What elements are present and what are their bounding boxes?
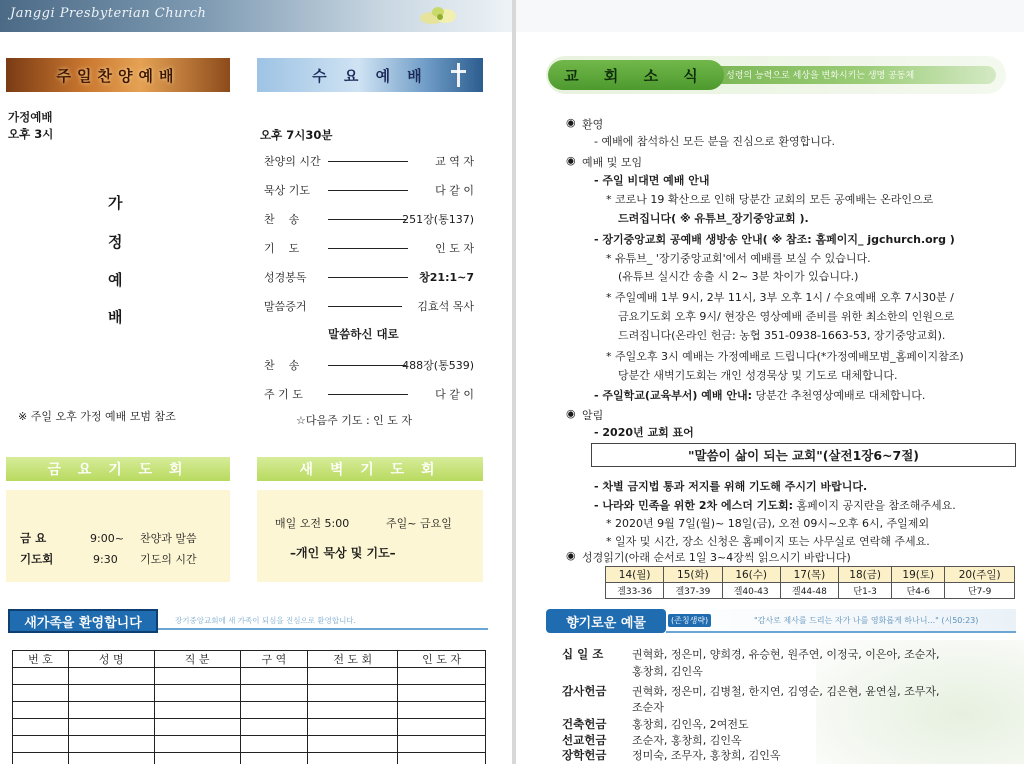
notice-line — [594, 497, 956, 513]
dawn-desc: –개인 묵상 및 기도– — [290, 546, 396, 560]
offering-names: 홍창희, 김인옥 — [632, 665, 703, 678]
order-dash — [328, 161, 408, 162]
offering-verse: "감사로 제사를 드리는 자가 나를 영화롭게 하나니..." (시50:23) — [754, 616, 979, 625]
bible-day: 15(화) — [664, 567, 722, 583]
church-news-banner — [548, 60, 724, 90]
offering-names: 권혁화, 정은미, 김병철, 한지연, 김영순, 김은현, 윤연실, 조무자, — [632, 685, 940, 698]
table-row — [13, 736, 486, 753]
friday-time1: 9:00~ — [90, 532, 124, 545]
order-label: 성경봉독 — [264, 271, 307, 284]
welcome-head: 환영 — [582, 118, 604, 131]
worship-sub3-bold: - 주일학교(교육부서) 예배 안내: — [594, 389, 753, 402]
order-dash — [328, 365, 406, 366]
welcome-text: - 예배에 참석하신 모든 분을 진심으로 환영합니다. — [594, 135, 835, 148]
order-value: 김효석 목사 — [417, 300, 474, 313]
motto-head: - 2020년 교회 표어 — [594, 426, 694, 439]
table-header: 번 호 — [13, 651, 69, 668]
offering-label: 선교헌금 — [562, 733, 607, 747]
worship-line: 드려집니다(온라인 헌금: 농협 351-0938-1663-53, 장기중앙교회). — [618, 329, 946, 342]
order-label: 찬 송 — [264, 359, 300, 372]
table-row — [13, 753, 486, 764]
table-row — [13, 668, 486, 685]
motto-text: "말씀이 삶이 되는 교회"(살전1장6~7절) — [687, 448, 920, 463]
worship-line: 금요기도회 오후 9시/ 현장은 영상예배 준비를 위한 최소한의 인원으로 — [618, 310, 955, 323]
offering-label: 감사헌금 — [562, 684, 607, 698]
order-label: 기 도 — [264, 242, 300, 255]
sermon-title: 말씀하신 대로 — [328, 327, 399, 341]
vertical-char: 정 — [108, 233, 123, 251]
wednesday-order-row — [264, 269, 480, 287]
worship-sub3 — [594, 387, 925, 403]
wednesday-order-row — [264, 211, 480, 229]
bible-day: 17(목) — [780, 567, 838, 583]
friday-time2: 9:30 — [93, 553, 118, 566]
friday-desc2: 기도의 시간 — [140, 553, 197, 566]
order-value: 교 역 자 — [435, 155, 474, 168]
notice-line: - 차별 금지법 통과 저지를 위해 기도해 주시기 바랍니다. — [594, 480, 868, 493]
bullet-icon: ◉ — [566, 407, 576, 420]
offering-label: 건축헌금 — [562, 717, 607, 731]
bible-passage: 겔33-36 — [606, 583, 664, 599]
wednesday-worship-banner — [257, 58, 483, 92]
notice-line: * 일자 및 시간, 장소 신청은 홈페이지 또는 사무실로 연락해 주세요. — [606, 535, 930, 548]
bible-day: 19(토) — [892, 567, 945, 583]
offering-sub: (존칭생략) — [668, 614, 711, 627]
order-label: 찬 송 — [264, 213, 300, 226]
worship-sub2: - 장기중앙교회 공예배 생방송 안내( ※ 참조: 홈페이지_ jgchurch.org ) — [594, 233, 955, 246]
offering-banner — [546, 609, 666, 633]
wednesday-order-row — [264, 182, 480, 200]
order-label: 말씀증거 — [264, 300, 307, 313]
offering-names: 홍창희, 김인옥, 2여전도 — [632, 718, 749, 731]
church-name: Janggi Presbyterian Church — [10, 6, 207, 21]
wednesday-order-row — [264, 386, 480, 404]
wednesday-order-row — [264, 153, 480, 171]
news-tagline: 성령의 능력으로 세상을 변화시키는 생명 공동체 — [726, 71, 915, 81]
dawn-days: 주일~ 금요일 — [386, 517, 452, 530]
offering-names: 조순자 — [632, 701, 664, 714]
order-value: 다 같 이 — [435, 184, 474, 197]
table-row — [13, 685, 486, 702]
flower-icon — [418, 4, 462, 30]
worship-line: 드려집니다( ※ 유튜브_장기중앙교회 ). — [618, 212, 809, 225]
offering-label: 장학헌금 — [562, 748, 607, 762]
worship-line: * 코로나 19 확산으로 인해 당분간 교회의 모든 공예배는 온라인으로 — [606, 193, 934, 206]
bible-passage: 단1-3 — [839, 583, 892, 599]
bible-day: 18(금) — [839, 567, 892, 583]
table-header: 성 명 — [68, 651, 154, 668]
table-row — [13, 719, 486, 736]
table-header: 인 도 자 — [398, 651, 486, 668]
church-news-title: 교 회 소 식 — [564, 66, 708, 85]
offering-names: 조순자, 홍창희, 김인옥 — [632, 734, 742, 747]
table-header-row — [13, 651, 486, 668]
worship-sub3-rest: 당분간 추천영상예배로 대체합니다. — [752, 389, 926, 402]
bullet-icon: ◉ — [566, 154, 576, 167]
sunday-worship-title: 주일찬양예배 — [56, 66, 180, 85]
friday-label1: 금 요 — [20, 531, 47, 545]
table-header: 직 분 — [154, 651, 240, 668]
table-header: 구 역 — [240, 651, 308, 668]
wednesday-time: 오후 7시30분 — [260, 128, 333, 142]
table-header: 전 도 회 — [308, 651, 398, 668]
offering-label: 십 일 조 — [562, 647, 604, 661]
order-label: 찬양의 시간 — [264, 155, 321, 168]
right-page — [516, 0, 1024, 764]
motto-box — [591, 443, 1016, 467]
worship-line: * 주일오후 3시 예배는 가정예배로 드립니다(*가정예배모범_홈페이지참조) — [606, 350, 964, 363]
notice-bold: - 나라와 민족을 위한 2차 에스더 기도회: — [594, 499, 793, 512]
order-dash — [328, 394, 408, 395]
order-dash — [328, 190, 408, 191]
sunday-note: ※ 주일 오후 가정 예배 모범 참조 — [18, 410, 176, 423]
dawn-prayer-banner — [257, 457, 483, 481]
friday-prayer-banner — [6, 457, 230, 481]
order-label: 주 기 도 — [264, 388, 303, 401]
wednesday-worship-title: 수 요 예 배 — [312, 66, 428, 85]
order-value: 다 같 이 — [435, 388, 474, 401]
worship-line: * 주일예배 1부 9시, 2부 11시, 3부 오후 1시 / 수요예배 오후 7시30분 / — [606, 291, 954, 304]
worship-line: * 유튜브_ '장기중앙교회'에서 예배를 보실 수 있습니다. — [606, 252, 871, 265]
bible-passage: 겔37-39 — [664, 583, 722, 599]
worship-sub1: - 주일 비대면 예배 안내 — [594, 174, 710, 187]
bible-day: 20(주일) — [945, 567, 1015, 583]
bible-passage: 겔40-43 — [722, 583, 780, 599]
worship-head: 예배 및 모임 — [582, 156, 643, 169]
order-value: 인 도 자 — [435, 242, 474, 255]
sunday-line1: 가정예배 — [8, 110, 53, 124]
order-value: 창21:1~7 — [419, 271, 474, 284]
bible-day: 16(수) — [722, 567, 780, 583]
offering-names: 정미숙, 조무자, 홍창희, 김인옥 — [632, 749, 781, 762]
new-family-banner — [8, 609, 158, 633]
bullet-icon: ◉ — [566, 549, 576, 562]
right-header-strip — [516, 0, 1024, 32]
bible-passages-row — [606, 583, 1015, 599]
dawn-box — [257, 490, 483, 582]
friday-label2: 기도회 — [20, 552, 54, 566]
notice-head: 알림 — [582, 409, 604, 422]
worship-line: (유튜브 실시간 송출 시 2~ 3분 차이가 있습니다.) — [618, 270, 859, 283]
dawn-time: 매일 오전 5:00 — [275, 517, 350, 530]
offering-title: 향기로운 예물 — [566, 615, 646, 631]
notice-line: * 2020년 9월 7일(월)~ 18일(금), 오전 09시~오후 6시, 주일제외 — [606, 517, 930, 530]
next-week-prayer: ☆다음주 기도 : 인 도 자 — [296, 414, 413, 427]
bible-days-row — [606, 567, 1015, 583]
new-family-caption: 장기중앙교회에 새 가족이 되심을 진심으로 환영합니다. — [175, 616, 356, 625]
dawn-prayer-title: 새 벽 기 도 회 — [299, 462, 441, 478]
notice-rest: 홈페이지 공지란을 참조해주세요. — [793, 499, 956, 512]
vertical-char: 가 — [108, 194, 123, 212]
order-label: 묵상 기도 — [264, 184, 311, 197]
sunday-worship-banner — [6, 58, 230, 92]
order-dash — [328, 248, 408, 249]
header-strip — [0, 0, 512, 32]
vertical-char: 예 — [108, 271, 123, 289]
bible-passage: 단7-9 — [945, 583, 1015, 599]
wednesday-order-row — [264, 298, 480, 316]
bible-reading-table — [605, 566, 1015, 599]
cross-icon — [447, 61, 471, 89]
wednesday-order-row — [264, 240, 480, 258]
order-value: 251장(통137) — [402, 213, 474, 226]
order-value: 488장(통539) — [402, 359, 474, 372]
new-family-table — [12, 650, 486, 764]
friday-prayer-title: 금 요 기 도 회 — [47, 462, 189, 478]
order-dash — [328, 277, 408, 278]
friday-desc1: 찬양과 말씀 — [140, 532, 197, 545]
offering-names: 권혁화, 정은미, 양희경, 유승현, 원주연, 이정국, 이은아, 조순자, — [632, 648, 940, 661]
bible-passage: 겔44-48 — [780, 583, 838, 599]
bullet-icon: ◉ — [566, 116, 576, 129]
wednesday-order-row — [264, 357, 480, 375]
worship-line: 당분간 새벽기도회는 개인 성경묵상 및 기도로 대체합니다. — [618, 369, 898, 382]
order-dash — [328, 219, 406, 220]
vertical-char: 배 — [108, 308, 123, 326]
order-dash — [328, 306, 402, 307]
bible-passage: 단4-6 — [892, 583, 945, 599]
bible-day: 14(월) — [606, 567, 664, 583]
table-row — [13, 702, 486, 719]
new-family-title: 새가족을 환영합니다 — [24, 615, 142, 631]
sunday-line2: 오후 3시 — [8, 127, 54, 141]
bible-head: 성경읽기(아래 순서로 1일 3~4장씩 읽으시기 바랍니다) — [582, 551, 851, 564]
